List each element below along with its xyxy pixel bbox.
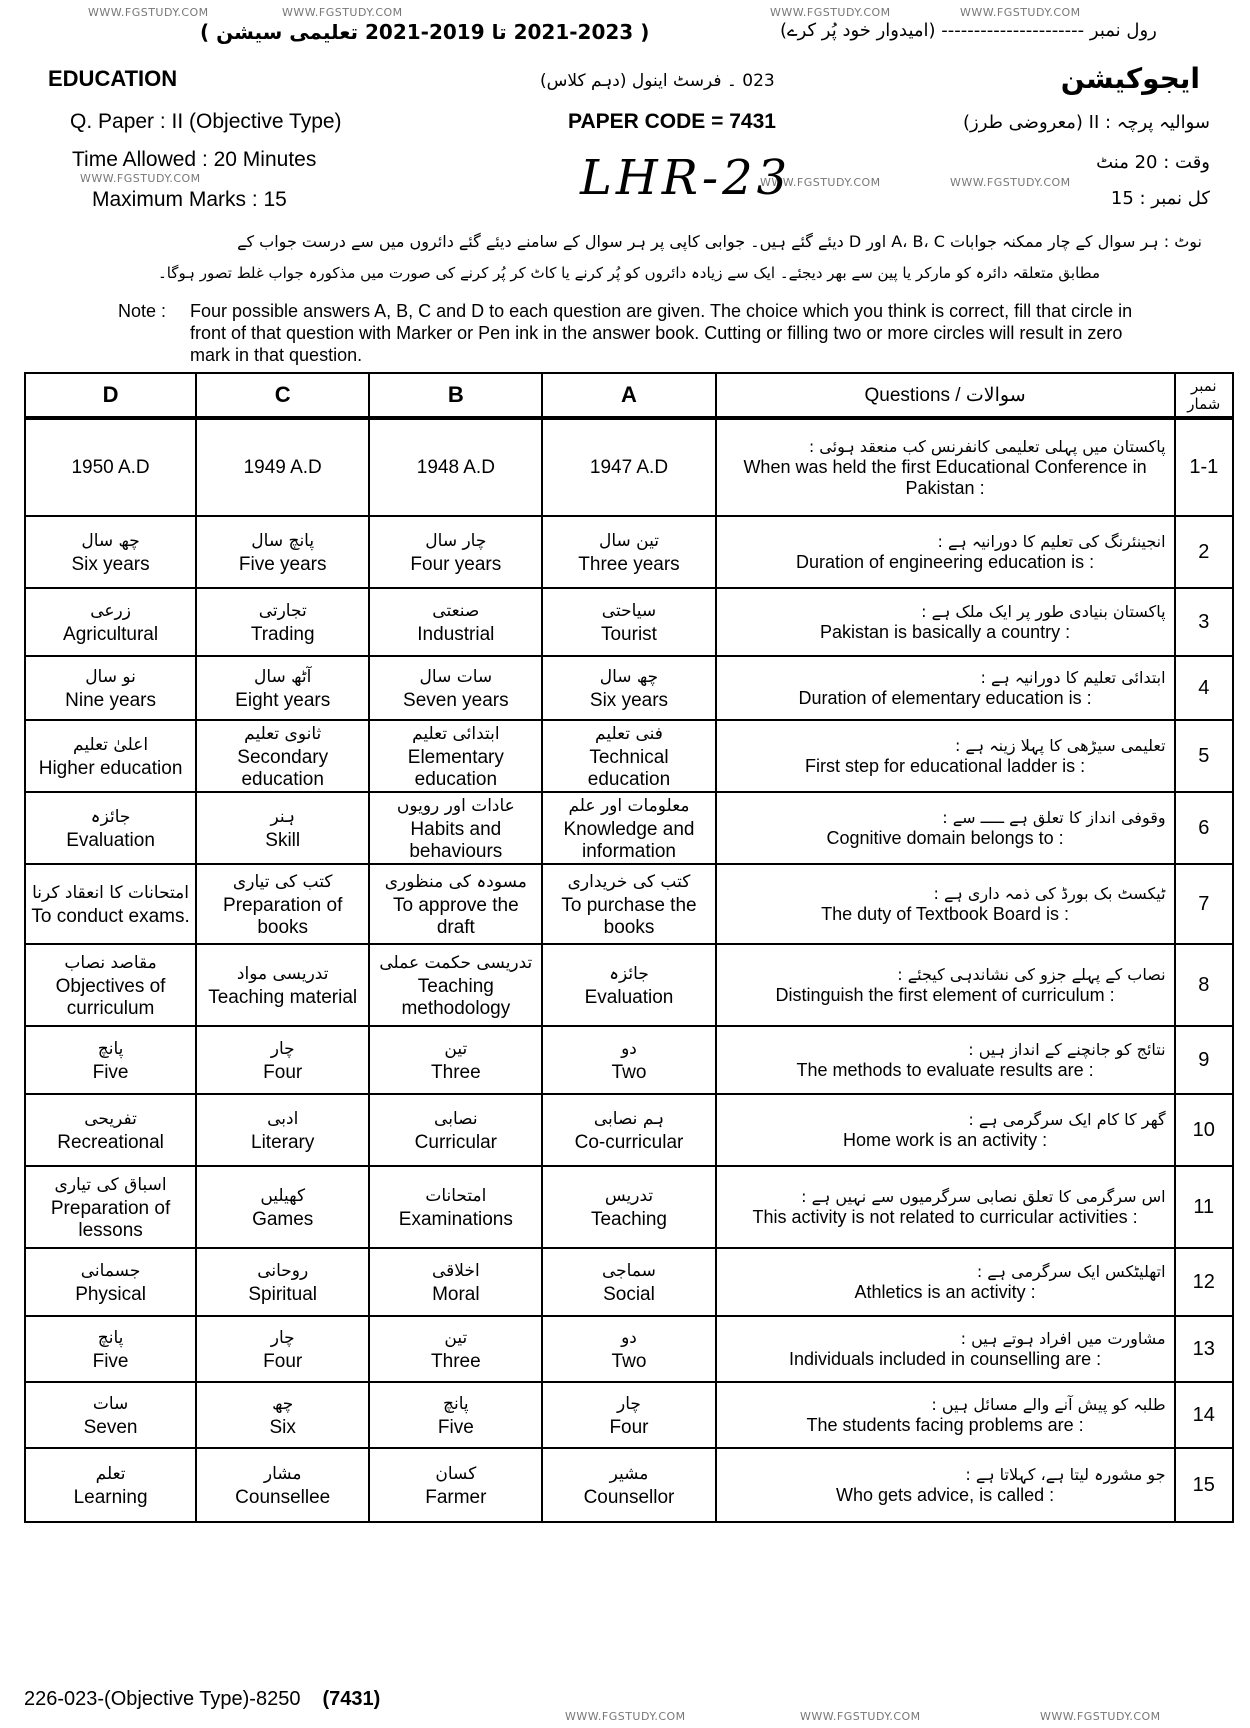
- option-c-english: Eight years: [235, 690, 331, 711]
- option-a-english: 1947 A.D: [589, 456, 669, 478]
- option-b-urdu: صنعتی: [432, 601, 480, 621]
- option-c-cell: [196, 656, 369, 720]
- option-c-urdu: چھ: [272, 1394, 294, 1414]
- watermark: WWW.FGSTUDY.COM: [88, 6, 209, 19]
- header-option-a: A: [542, 373, 715, 418]
- question-english: Athletics is an activity :: [854, 1282, 1036, 1302]
- question-urdu: انجینئرنگ کی تعلیم کا دورانیہ ہے :: [937, 532, 1166, 551]
- option-c-cell: [196, 516, 369, 588]
- option-d-english: Evaluation: [66, 830, 155, 851]
- question-english: Cognitive domain belongs to :: [826, 828, 1064, 848]
- header-serial-number: نمبر شمار: [1175, 373, 1233, 418]
- option-c-english: Six: [269, 1417, 296, 1438]
- question-english: The duty of Textbook Board is :: [821, 904, 1069, 924]
- question-cell: [716, 944, 1175, 1026]
- question-cell: [716, 720, 1175, 792]
- option-b-cell: [369, 1248, 542, 1316]
- option-d-cell: [25, 1248, 196, 1316]
- option-a-urdu: جائزہ: [609, 964, 649, 984]
- question-cell: [716, 1026, 1175, 1094]
- option-c-urdu: روحانی: [257, 1261, 309, 1281]
- question-english: When was held the first Educational Conference in Pakistan :: [743, 457, 1147, 498]
- note-urdu-line1: نوٹ : ہر سوال کے چار ممکنہ جوابات A، B، C اور D دیئے گئے ہیں۔ جوابی کاپی پر ہر سوال کے سامنے دیئے گئے دائروں میں سے درست جواب کے: [237, 232, 1202, 251]
- question-number: 6: [1175, 792, 1233, 864]
- option-c-urdu: کھیلیں: [260, 1186, 306, 1206]
- option-a-cell: [542, 1248, 715, 1316]
- option-d-english: Five: [92, 1062, 129, 1083]
- question-urdu: نصاب کے پہلے جزو کی نشاندہی کیجئے :: [897, 965, 1166, 984]
- question-english: Distinguish the first element of curriculum :: [775, 985, 1115, 1005]
- option-a-urdu: دو: [621, 1039, 637, 1059]
- option-c-urdu: ثانوی تعلیم: [244, 724, 322, 744]
- option-b-english: Five: [437, 1417, 474, 1438]
- option-d-english: 1950 A.D: [71, 456, 150, 478]
- option-b-urdu: ابتدائی تعلیم: [412, 724, 500, 744]
- option-d-english: To conduct exams.: [31, 906, 190, 927]
- option-a-english: Teaching: [590, 1209, 667, 1230]
- option-c-cell: [196, 1026, 369, 1094]
- option-b-urdu: عادات اور رویوں: [396, 796, 515, 816]
- option-b-english: To approve the draft: [392, 895, 519, 938]
- option-d-cell: [25, 864, 196, 944]
- header-questions: Questions / سوالات: [716, 373, 1175, 418]
- question-cell: [716, 1094, 1175, 1166]
- option-c-cell: [196, 792, 369, 864]
- watermark: WWW.FGSTUDY.COM: [950, 176, 1071, 189]
- option-a-urdu: تین سال: [598, 531, 659, 551]
- option-c-cell: [196, 588, 369, 656]
- option-a-cell: [542, 588, 715, 656]
- option-a-english: To purchase the books: [561, 895, 697, 938]
- question-cell: [716, 588, 1175, 656]
- question-cell: [716, 418, 1175, 516]
- table-row: [25, 1316, 1233, 1382]
- option-a-cell: [542, 944, 715, 1026]
- option-c-english: Counsellee: [235, 1487, 331, 1508]
- question-english: Who gets advice, is called :: [836, 1485, 1055, 1505]
- option-c-english: Four: [263, 1351, 303, 1372]
- question-urdu: اتھلیٹکس ایک سرگرمی ہے :: [976, 1262, 1166, 1281]
- option-c-cell: [196, 720, 369, 792]
- option-c-urdu: مشار: [263, 1464, 302, 1484]
- option-d-english: Recreational: [57, 1132, 164, 1153]
- question-number: 14: [1175, 1382, 1233, 1448]
- option-c-english: Games: [252, 1209, 314, 1230]
- option-b-english: Moral: [432, 1284, 480, 1305]
- question-english: Home work is an activity :: [843, 1130, 1048, 1150]
- option-c-cell: [196, 418, 369, 516]
- option-d-english: Six years: [71, 554, 150, 575]
- option-d-urdu: پانچ: [97, 1039, 124, 1059]
- note-english: [118, 300, 1138, 366]
- option-d-cell: [25, 720, 196, 792]
- option-b-cell: [369, 1382, 542, 1448]
- table-row: [25, 864, 1233, 944]
- option-b-urdu: تین: [444, 1328, 468, 1348]
- option-a-english: Two: [611, 1351, 647, 1372]
- option-c-cell: [196, 1316, 369, 1382]
- option-a-cell: [542, 1166, 715, 1248]
- table-row: [25, 588, 1233, 656]
- option-a-urdu: سیاحتی: [601, 601, 657, 621]
- option-d-urdu: اعلیٰ تعلیم: [73, 735, 149, 755]
- question-urdu: طلبہ کو پیش آنے والے مسائل ہیں :: [931, 1395, 1166, 1414]
- option-b-cell: [369, 792, 542, 864]
- question-number: 10: [1175, 1094, 1233, 1166]
- question-number: 7: [1175, 864, 1233, 944]
- option-b-urdu: چار سال: [425, 531, 487, 551]
- option-a-english: Three years: [578, 554, 680, 575]
- table-row: [25, 418, 1233, 516]
- option-a-cell: [542, 1094, 715, 1166]
- option-c-english: Five years: [238, 554, 327, 575]
- watermark: WWW.FGSTUDY.COM: [282, 6, 403, 19]
- question-number: 11: [1175, 1166, 1233, 1248]
- option-d-cell: [25, 1448, 196, 1522]
- max-marks-ur: کل نمبر : 15: [1110, 188, 1210, 209]
- option-d-urdu: مقاصد نصاب: [64, 953, 157, 973]
- option-c-english: 1949 A.D: [243, 456, 322, 478]
- option-d-urdu: اسباق کی تیاری: [54, 1175, 167, 1195]
- option-d-urdu: تعلم: [95, 1464, 126, 1484]
- option-d-urdu: پانچ: [97, 1328, 124, 1348]
- option-a-english: Co-curricular: [574, 1132, 684, 1153]
- option-a-urdu: ہم نصابی: [593, 1109, 665, 1129]
- option-d-urdu: جسمانی: [80, 1261, 141, 1281]
- question-cell: [716, 792, 1175, 864]
- option-b-english: Elementary education: [407, 747, 504, 790]
- watermark: WWW.FGSTUDY.COM: [760, 176, 881, 189]
- option-b-cell: [369, 944, 542, 1026]
- header-option-b: B: [369, 373, 542, 418]
- question-number: 1-1: [1175, 418, 1233, 516]
- option-b-cell: [369, 1026, 542, 1094]
- question-paper-ur: سوالیہ پرچہ : II (معروضی طرز): [962, 112, 1210, 133]
- option-b-cell: [369, 1316, 542, 1382]
- option-c-urdu: تجارتی: [258, 601, 307, 621]
- handwritten-board-code: LHR-23: [580, 150, 792, 206]
- option-d-english: Physical: [75, 1284, 146, 1305]
- option-b-urdu: کسان: [435, 1464, 477, 1484]
- question-english: The students facing problems are :: [806, 1415, 1084, 1435]
- question-cell: [716, 1382, 1175, 1448]
- option-a-urdu: معلومات اور علم: [568, 796, 690, 816]
- table-row: [25, 1166, 1233, 1248]
- option-b-english: 1948 A.D: [416, 456, 495, 478]
- question-urdu: ٹیکسٹ بک بورڈ کی ذمہ داری ہے :: [933, 884, 1166, 903]
- option-b-cell: [369, 720, 542, 792]
- option-a-english: Social: [603, 1284, 655, 1305]
- option-a-english: Tourist: [600, 624, 657, 645]
- option-b-english: Curricular: [414, 1132, 498, 1153]
- option-c-cell: [196, 864, 369, 944]
- option-b-cell: [369, 656, 542, 720]
- question-urdu: اس سرگرمی کا تعلق نصابی سرگرمیوں سے نہیں ہے :: [801, 1187, 1166, 1206]
- option-c-urdu: ہنر: [270, 807, 295, 827]
- option-c-cell: [196, 944, 369, 1026]
- option-c-cell: [196, 1382, 369, 1448]
- option-b-cell: [369, 516, 542, 588]
- option-b-english: Habits and behaviours: [409, 819, 503, 862]
- watermark: WWW.FGSTUDY.COM: [800, 1710, 921, 1723]
- option-d-english: Agricultural: [63, 624, 159, 645]
- option-a-cell: [542, 792, 715, 864]
- question-urdu: گھر کا کام ایک سرگرمی ہے :: [968, 1110, 1166, 1129]
- option-b-cell: [369, 1448, 542, 1522]
- question-english: First step for educational ladder is :: [804, 756, 1086, 776]
- option-b-english: Examinations: [398, 1209, 513, 1230]
- option-c-cell: [196, 1094, 369, 1166]
- question-english: Individuals included in counselling are :: [788, 1349, 1102, 1369]
- question-number: 8: [1175, 944, 1233, 1026]
- option-b-urdu: سات سال: [419, 667, 493, 687]
- question-number: 3: [1175, 588, 1233, 656]
- question-cell: [716, 1316, 1175, 1382]
- question-number: 5: [1175, 720, 1233, 792]
- option-c-cell: [196, 1448, 369, 1522]
- option-c-cell: [196, 1166, 369, 1248]
- option-a-cell: [542, 720, 715, 792]
- option-c-english: Four: [263, 1062, 303, 1083]
- option-b-english: Seven years: [403, 690, 509, 711]
- option-a-english: Evaluation: [584, 987, 674, 1008]
- question-number: 13: [1175, 1316, 1233, 1382]
- option-c-english: Teaching material: [208, 987, 358, 1008]
- option-b-urdu: تین: [444, 1039, 468, 1059]
- question-urdu: نتائج کو جانچنے کے انداز ہیں :: [968, 1040, 1166, 1059]
- option-d-urdu: سات: [92, 1394, 129, 1414]
- option-a-english: Two: [611, 1062, 647, 1083]
- option-d-cell: [25, 792, 196, 864]
- table-row: [25, 1448, 1233, 1522]
- watermark: WWW.FGSTUDY.COM: [770, 6, 891, 19]
- table-row: [25, 1248, 1233, 1316]
- option-c-english: Secondary education: [237, 747, 329, 790]
- question-urdu: پاکستان میں پہلی تعلیمی کانفرنس کب منعقد ہوئی :: [808, 437, 1166, 456]
- option-a-urdu: سماجی: [602, 1261, 656, 1281]
- footer-code: [24, 1688, 380, 1711]
- option-c-urdu: چار: [270, 1039, 295, 1059]
- option-d-english: Objectives of curriculum: [55, 976, 166, 1019]
- option-b-english: Farmer: [425, 1487, 487, 1508]
- option-c-urdu: کتب کی تیاری: [232, 872, 333, 892]
- option-d-urdu: تفریحی: [84, 1109, 137, 1129]
- option-b-english: Three: [431, 1062, 481, 1083]
- option-d-cell: [25, 1316, 196, 1382]
- subject-title-en: EDUCATION: [48, 66, 178, 91]
- option-b-urdu: مسودہ کی منظوری: [384, 872, 527, 892]
- watermark: WWW.FGSTUDY.COM: [960, 6, 1081, 19]
- option-a-english: Knowledge and information: [563, 819, 695, 862]
- option-a-english: Six years: [589, 690, 669, 711]
- option-c-urdu: آٹھ سال: [254, 667, 312, 687]
- question-cell: [716, 864, 1175, 944]
- option-b-english: Four years: [410, 554, 502, 575]
- mcq-table: [24, 372, 1234, 1523]
- question-english: Duration of elementary education is :: [798, 688, 1092, 708]
- option-c-english: Literary: [251, 1132, 315, 1153]
- subject-title-ur: ایجوکیشن: [1060, 62, 1200, 95]
- option-a-urdu: مشیر: [609, 1464, 649, 1484]
- table-row: [25, 1382, 1233, 1448]
- question-cell: [716, 1248, 1175, 1316]
- option-d-cell: [25, 1026, 196, 1094]
- option-a-cell: [542, 1382, 715, 1448]
- question-cell: [716, 656, 1175, 720]
- option-d-english: Nine years: [65, 690, 156, 711]
- max-marks-en: Maximum Marks : 15: [92, 188, 287, 211]
- option-b-urdu: اخلاقی: [432, 1261, 480, 1281]
- question-english: This activity is not related to curricular activities :: [752, 1207, 1138, 1227]
- question-urdu: تعلیمی سیڑھی کا پہلا زینہ ہے :: [954, 736, 1166, 755]
- option-b-urdu: پانچ: [443, 1394, 469, 1414]
- option-a-cell: [542, 1448, 715, 1522]
- option-a-cell: [542, 1316, 715, 1382]
- table-header-row: [25, 373, 1233, 418]
- option-c-english: Skill: [265, 830, 301, 851]
- option-a-cell: [542, 516, 715, 588]
- time-allowed-ur: وقت : 20 منٹ: [1096, 152, 1210, 173]
- note-text: Four possible answers A, B, C and D to each question are given. The choice which you think is correct, fill that circle in front of that question with Marker or Pen ink in the answer book. Cutting or filling two or more circles will result in zero mark in that question.: [190, 301, 1133, 365]
- question-number: 2: [1175, 516, 1233, 588]
- option-d-urdu: جائزہ: [90, 807, 131, 827]
- paper-code: PAPER CODE = 7431: [568, 110, 776, 133]
- roll-number-field: رول نمبر ---------------------- (امیدوار خود پُر کرے): [780, 20, 1157, 41]
- table-row: [25, 792, 1233, 864]
- question-cell: [716, 1448, 1175, 1522]
- note-urdu-line2: مطابق متعلقہ دائرہ کو مارکر یا پین سے بھر دیجئے۔ ایک سے زیادہ دائروں کو پُر کرنے یا کاٹ کر پُر کرنے کی صورت میں مذکورہ جواب غلط تصور ہوگا۔: [157, 264, 1100, 282]
- question-urdu: پاکستان بنیادی طور پر ایک ملک ہے :: [921, 602, 1166, 621]
- option-b-english: Three: [431, 1351, 481, 1372]
- watermark: WWW.FGSTUDY.COM: [1040, 1710, 1161, 1723]
- option-b-urdu: امتحانات: [425, 1186, 487, 1206]
- option-d-cell: [25, 1166, 196, 1248]
- option-b-cell: [369, 864, 542, 944]
- question-urdu: ابتدائی تعلیم کا دورانیہ ہے :: [980, 668, 1166, 687]
- option-a-urdu: چھ سال: [599, 667, 659, 687]
- option-a-cell: [542, 418, 715, 516]
- option-c-urdu: چار: [270, 1328, 295, 1348]
- option-d-english: Preparation of lessons: [50, 1198, 171, 1241]
- option-a-english: Four: [609, 1417, 649, 1438]
- header-option-d: D: [25, 373, 196, 418]
- table-row: [25, 1026, 1233, 1094]
- table-row: [25, 656, 1233, 720]
- option-b-urdu: تدریسی حکمت عملی: [379, 953, 533, 973]
- option-d-english: Learning: [73, 1487, 148, 1508]
- footer-paper-id: 226-023-(Objective Type)-8250: [24, 1688, 301, 1710]
- question-number: 9: [1175, 1026, 1233, 1094]
- option-c-english: Preparation of books: [223, 895, 343, 938]
- option-a-cell: [542, 864, 715, 944]
- question-urdu: جو مشورہ لیتا ہے، کہلاتا ہے :: [965, 1465, 1166, 1484]
- session-line: ( 2021-2023 تا 2019-2021 تعلیمی سیشن ): [200, 20, 650, 44]
- header-option-c: C: [196, 373, 369, 418]
- watermark: WWW.FGSTUDY.COM: [80, 172, 201, 185]
- note-label: Note :: [118, 301, 167, 321]
- option-d-cell: [25, 1382, 196, 1448]
- question-urdu: وقوفی انداز کا تعلق ہے ـــــ سے :: [942, 808, 1166, 827]
- class-info-ur: 023 ۔ فرسٹ اینول (دہم کلاس): [540, 71, 775, 91]
- option-a-cell: [542, 656, 715, 720]
- option-a-english: Counsellor: [583, 1487, 675, 1508]
- time-allowed-en: Time Allowed : 20 Minutes: [72, 148, 317, 171]
- option-d-cell: [25, 516, 196, 588]
- question-english: Pakistan is basically a country :: [820, 622, 1071, 642]
- table-row: [25, 720, 1233, 792]
- question-number: 12: [1175, 1248, 1233, 1316]
- option-b-cell: [369, 1094, 542, 1166]
- option-c-english: Spiritual: [248, 1284, 318, 1305]
- option-d-english: Seven: [83, 1417, 138, 1438]
- watermark: WWW.FGSTUDY.COM: [565, 1710, 686, 1723]
- option-d-english: Five: [92, 1351, 129, 1372]
- question-paper-en: Q. Paper : II (Objective Type): [70, 110, 342, 133]
- table-row: [25, 516, 1233, 588]
- option-c-urdu: تدریسی مواد: [236, 964, 329, 984]
- option-a-urdu: فنی تعلیم: [595, 724, 663, 744]
- option-d-cell: [25, 418, 196, 516]
- question-english: Duration of engineering education is :: [795, 552, 1095, 572]
- option-c-urdu: ادبی: [267, 1109, 299, 1129]
- option-a-cell: [542, 1026, 715, 1094]
- option-d-urdu: نو سال: [85, 667, 136, 687]
- footer-paper-code: (7431): [322, 1688, 381, 1710]
- question-cell: [716, 1166, 1175, 1248]
- option-a-urdu: کتب کی خریداری: [567, 872, 691, 892]
- option-d-cell: [25, 944, 196, 1026]
- option-a-urdu: تدریس: [604, 1186, 654, 1206]
- question-number: 15: [1175, 1448, 1233, 1522]
- option-b-cell: [369, 1166, 542, 1248]
- option-a-urdu: دو: [621, 1328, 637, 1348]
- option-a-urdu: چار: [617, 1394, 641, 1414]
- option-d-cell: [25, 1094, 196, 1166]
- question-english: The methods to evaluate results are :: [796, 1060, 1094, 1080]
- option-d-english: Higher education: [38, 758, 183, 779]
- table-row: [25, 1094, 1233, 1166]
- option-d-urdu: چھ سال: [81, 531, 140, 551]
- option-d-cell: [25, 656, 196, 720]
- option-b-english: Teaching methodology: [401, 976, 511, 1019]
- option-b-english: Industrial: [417, 624, 495, 645]
- table-row: [25, 944, 1233, 1026]
- question-cell: [716, 516, 1175, 588]
- option-b-urdu: نصابی: [434, 1109, 478, 1129]
- option-d-cell: [25, 588, 196, 656]
- question-urdu: مشاورت میں افراد ہوتے ہیں :: [960, 1329, 1166, 1348]
- question-number: 4: [1175, 656, 1233, 720]
- option-c-cell: [196, 1248, 369, 1316]
- option-a-english: Technical education: [587, 747, 671, 790]
- option-d-urdu: زرعی: [90, 601, 131, 621]
- option-b-cell: [369, 418, 542, 516]
- option-b-cell: [369, 588, 542, 656]
- option-c-english: Trading: [250, 624, 315, 645]
- option-c-urdu: پانچ سال: [251, 531, 315, 551]
- option-d-urdu: امتحانات کا انعقاد کرنا: [32, 883, 190, 903]
